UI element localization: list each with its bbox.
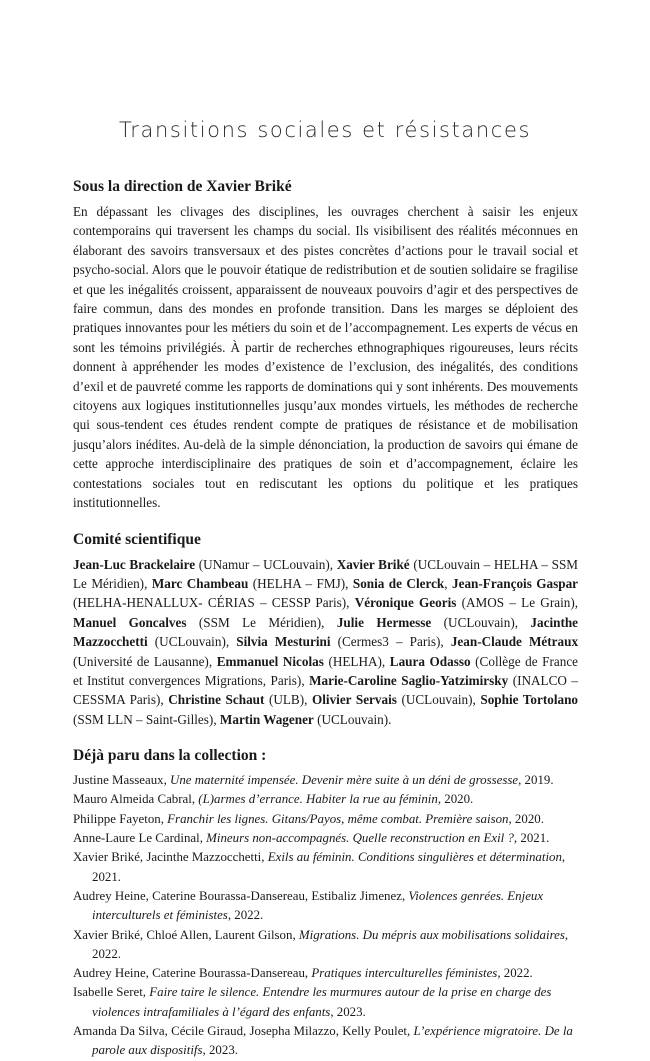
book-authors: Philippe Fayeton, bbox=[73, 811, 168, 826]
book-authors: Mauro Almeida Cabral, bbox=[73, 792, 199, 807]
book-entry bbox=[73, 771, 578, 790]
book-year: , 2022. bbox=[92, 927, 569, 961]
page-content bbox=[73, 178, 578, 1061]
committee-member-affiliation: (Université de Lausanne) bbox=[73, 653, 209, 669]
book-authors: Xavier Briké, Jacinthe Mazzocchetti, bbox=[73, 850, 268, 865]
committee-member-affiliation: (UCLouvain) bbox=[401, 692, 473, 708]
committee-member-name: Martin Wagener bbox=[219, 711, 314, 727]
committee-member-affiliation: (ULB) bbox=[268, 692, 305, 708]
committee-member-name: Jean-Claude Métraux bbox=[450, 634, 579, 650]
book-year: , 2021. bbox=[513, 831, 550, 846]
book-authors: Isabelle Seret, bbox=[73, 985, 150, 1000]
book-authors: Anne-Laure Le Cardinal, bbox=[73, 831, 207, 846]
book-authors: Justine Masseaux, bbox=[73, 773, 171, 788]
book-year: , 2023. bbox=[202, 1043, 238, 1058]
committee-heading: Comité scientifique bbox=[73, 530, 201, 548]
committee-member-name: Silvia Mesturini bbox=[236, 634, 331, 650]
book-year: , 2023. bbox=[330, 1004, 366, 1019]
book-year: , 2021. bbox=[92, 850, 566, 884]
committee-member-affiliation: (Collège de France et Institut convergences Migrations, Paris) bbox=[73, 653, 579, 688]
committee-section bbox=[73, 531, 578, 730]
published-section bbox=[73, 747, 578, 1060]
book-year: , 2019. bbox=[518, 773, 554, 788]
book-title: (L)armes d’errance. Habiter la rue au féminin bbox=[198, 792, 438, 807]
committee-member-affiliation: (AMOS – Le Grain) bbox=[461, 595, 575, 611]
book-year: , 2020. bbox=[508, 811, 544, 826]
published-heading: Déjà paru dans la collection : bbox=[73, 747, 267, 765]
book-year: , 2022. bbox=[227, 908, 264, 923]
book-entry bbox=[73, 810, 578, 829]
committee-member-affiliation: (SSM LLN – Saint-Gilles) bbox=[73, 711, 214, 727]
committee-member-name: Christine Schaut bbox=[168, 692, 265, 708]
committee-member-name: Jacinthe Mazzocchetti bbox=[73, 614, 579, 650]
book-title: Franchir les lignes. Gitans/Payos, même combat. Première saison bbox=[167, 811, 509, 826]
book-title: Une maternité impensée. Devenir mère suite à un déni de grossesse bbox=[170, 773, 519, 788]
committee-member-name: Sonia de Clerck bbox=[352, 575, 445, 591]
committee-member-affiliation: (HELHA – FMJ) bbox=[252, 575, 346, 591]
series-title: Transitions sociales et résistances bbox=[118, 118, 532, 142]
book-entry bbox=[73, 983, 578, 1022]
committee-member-affiliation: (UCLouvain) bbox=[443, 614, 515, 630]
book-entry bbox=[73, 790, 578, 809]
committee-member-name: Laura Odasso bbox=[389, 653, 471, 669]
committee-member-name: Véronique Georis bbox=[354, 595, 457, 611]
book-authors: Xavier Briké, Chloé Allen, Laurent Gilson, bbox=[73, 927, 299, 942]
committee-member-affiliation: (UCLouvain) bbox=[317, 711, 389, 727]
committee-member-name: Olivier Servais bbox=[311, 692, 397, 708]
committee-member-affiliation: (HELHA-HENALLUX- CÉRIAS – CESSP Paris) bbox=[73, 595, 347, 611]
book-entry bbox=[73, 829, 578, 848]
book-entry bbox=[73, 848, 578, 887]
book-title: L’expérience migratoire. De la parole aux dispositifs bbox=[92, 1024, 573, 1058]
committee-list: Jean-Luc Brackelaire (UNamur – UCLouvain), Xavier Briké (UCLouvain – HELHA – SSM Le Méridien), Marc Chambeau (HELHA – FMJ), Sonia de Clerck, Jean-François Gaspar (HELHA-HENALLUX- CÉRIAS – CESSP Paris), Véronique Georis (AMOS – Le Grain), Manuel Goncalves (SSM Le Méridien), Julie Hermesse (UCLouvain), Jacinthe Mazzocchetti (UCLouvain), Silvia Mesturini (Cermes3 – Paris), Jean-Claude Métraux (Université de Lausanne), Emmanuel Nicolas (HELHA), Laura Odasso (Collège de France et Institut convergences Migrations, Paris), Marie-Caroline Saglio-Yatzimirsky (INALCO – CESSMA Paris), Christine Schaut (ULB), Olivier Servais (UCLouvain), Sophie Tortolano (SSM LLN – Saint-Gilles), Martin Wagener (UCLouvain). bbox=[73, 556, 579, 727]
committee-member-name: Jean-Luc Brackelaire bbox=[73, 556, 196, 572]
direction-section bbox=[73, 178, 578, 513]
direction-heading: Sous la direction de Xavier Briké bbox=[73, 178, 292, 195]
collection-description: En dépassant les clivages des disciplines, les ouvrages cherchent à saisir les enjeux contemporains qui traversent les champs du social. Ils visibilisent des réalités méconnues en élaborant des savoirs transversaux et des pistes concrètes d’actions pour le travail social et psycho-social. Alors que le pouvoir étatique de redistribution et de soutien solidaire se fragilise et que les inégalités croissent, apparaissent de nouveaux pouvoirs d’agir et des perspectives de faire commun, dans des mondes en profonde transition. Dans les marges se déploient des pratiques innovantes pour les métiers du soin et de l’accompagnement. Les experts de vécus en sont les témoins privilégiés. À partir de recherches ethnographiques rigoureuses, leurs récits donnent à appréhender les modes d’existence de l’exclusion, des inégalités, des conditions d’exil et de pauvreté comme les rapports de dominations qui y sont inhérents. Des mouvements citoyens aux logiques institutionnelles jusqu’aux mondes virtuels, les méthodes de recherche qui sous-tendent ces études rendent compte de pratiques de résistance et de mobilisation jusqu’alors inédites. Au-delà de la simple dénonciation, la production de savoirs qui émane de cette approche interdisciplinaire des pratiques de soin et d’accompagnement, éclaire les contestations sociales tout en rediscutant les options du politique et les pratiques institutionnelles. bbox=[73, 204, 578, 511]
book-year: , 2022. bbox=[497, 966, 533, 981]
committee-member-name: Marie-Caroline Saglio-Yatzimirsky bbox=[309, 672, 509, 688]
committee-member-affiliation: (HELHA) bbox=[328, 653, 382, 669]
committee-member-name: Manuel Goncalves bbox=[73, 614, 187, 630]
committee-member-affiliation: (UNamur – UCLouvain) bbox=[198, 556, 330, 572]
committee-member-name: Sophie Tortolano bbox=[480, 692, 579, 708]
book-title: Violences genrées. Enjeux interculturels et féministes bbox=[92, 888, 544, 923]
committee-member-name: Julie Hermesse bbox=[336, 614, 432, 630]
book-title: Migrations. Du mépris aux mobilisations solidaires bbox=[298, 927, 565, 942]
committee-member-name: Marc Chambeau bbox=[151, 575, 249, 591]
committee-member-name: Xavier Briké bbox=[336, 556, 410, 572]
committee-member-affiliation: (UCLouvain) bbox=[154, 634, 226, 650]
committee-member-name: Jean-François Gaspar bbox=[452, 575, 579, 591]
book-year: , 2020. bbox=[437, 792, 474, 807]
book-title: Mineurs non-accompagnés. Quelle reconstruction en Exil ? bbox=[206, 831, 514, 846]
book-entry bbox=[73, 887, 578, 926]
book-entry bbox=[73, 1022, 578, 1061]
committee-member-affiliation: (Cermes3 – Paris) bbox=[337, 634, 441, 650]
book-authors: Audrey Heine, Caterine Bourassa-Dansereau, Estibaliz Jimenez, bbox=[73, 888, 409, 903]
committee-member-affiliation: (UCLouvain – HELHA – SSM Le Méridien) bbox=[73, 556, 579, 591]
published-list bbox=[73, 771, 578, 1060]
committee-end: . bbox=[388, 711, 392, 727]
committee-member-name: Emmanuel Nicolas bbox=[216, 653, 324, 669]
committee-member-affiliation: (INALCO – CESSMA Paris) bbox=[73, 672, 579, 708]
book-entry bbox=[73, 926, 578, 965]
book-title: Pratiques interculturelles féministes bbox=[311, 966, 498, 981]
committee-member-affiliation: (SSM Le Méridien) bbox=[198, 614, 322, 630]
book-entry bbox=[73, 964, 578, 983]
book-title: Exils au féminin. Conditions singulières et détermination bbox=[267, 850, 562, 865]
book-title: Faire taire le silence. Entendre les murmures autour de la prise en charge des violences intrafamiliales à l’égard des enfants bbox=[92, 985, 552, 1019]
book-authors: Audrey Heine, Caterine Bourassa-Dansereau, bbox=[73, 966, 312, 981]
book-authors: Amanda Da Silva, Cécile Giraud, Josepha Milazzo, Kelly Poulet, bbox=[73, 1024, 414, 1039]
